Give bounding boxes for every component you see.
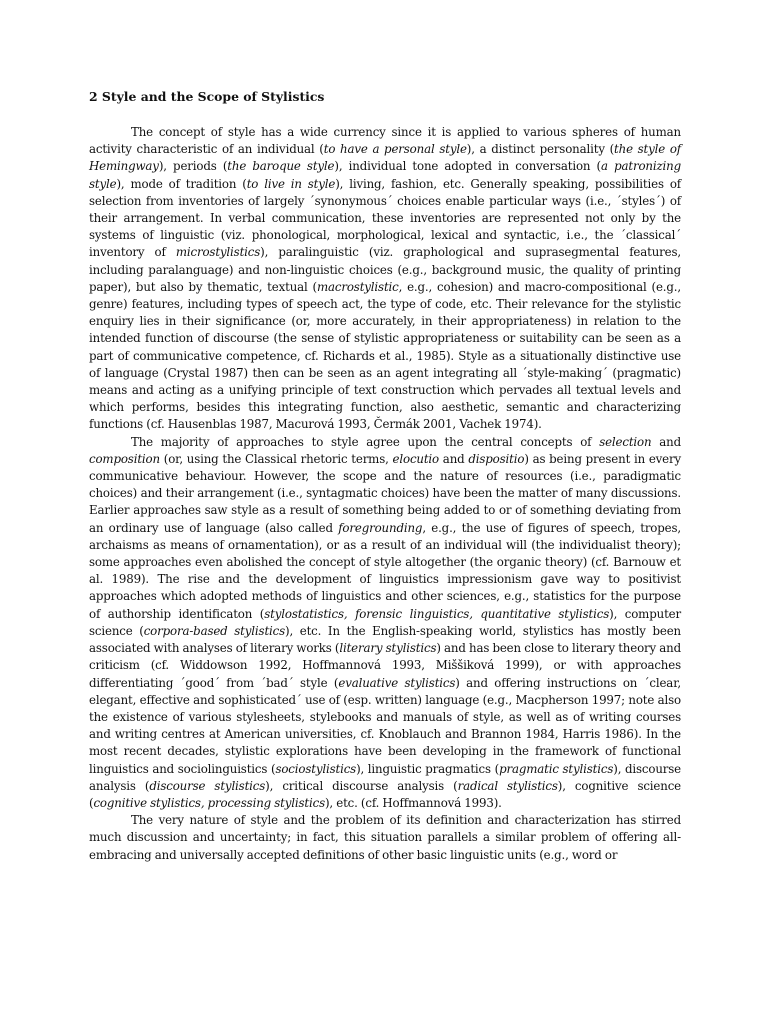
body-paragraph <box>89 124 681 434</box>
italic-term: composition <box>89 451 160 466</box>
body-text <box>89 124 681 864</box>
text-run: ), a distinct personality ( <box>466 142 615 157</box>
text-run: ), linguistic pragmatics ( <box>356 761 500 776</box>
text-run: ), computer science ( <box>89 606 681 638</box>
text-run: and <box>439 451 469 466</box>
italic-term: corpora-based stylistics <box>143 623 286 638</box>
text-run: ), cognitive science ( <box>89 778 681 810</box>
italic-term: radical stylistics <box>457 778 558 793</box>
italic-term: elocutio <box>392 451 440 466</box>
text-run: ), paralinguistic (viz. graphological and suprasegmental features, including paralanguage) and non-linguistic choices (e.g., background music, the quality of printing paper), but also by thematic, textual ( <box>89 245 682 294</box>
italic-term: cognitive stylistics, processing stylistics <box>93 795 325 810</box>
text-run: ) and offering instructions on ´clear, elegant, effective and sophisticated´ use of (esp. written) language (e.g., Macpherson 1997; note also the existence of various stylesheets, stylebooks and manuals of style, as well as of writing courses and writing centres at American universities, cf. Knoblauch and Brannon 1984, Harris 1986). In the most recent decades, stylistic explorations have been developing in the framework of functional linguistics and sociolinguistics ( <box>89 675 681 776</box>
text-run: ) and has been close to literary theory and criticism (cf. Widdowson 1992, Hoffmannová 1993, Miššiková 1999), or with approaches differentiating ´good´ from ´bad´ style ( <box>89 641 682 690</box>
italic-term: sociostylistics <box>275 761 357 776</box>
document-page <box>89 88 681 864</box>
italic-term: to live in style <box>246 176 336 191</box>
italic-term: pragmatic stylistics <box>499 761 614 776</box>
text-run: and <box>651 434 681 449</box>
text-run: The majority of approaches to style agree upon the central concepts of <box>131 434 600 449</box>
italic-term: foregrounding <box>338 520 423 535</box>
text-run: ), individual tone adopted in conversation ( <box>334 159 602 174</box>
italic-term: the baroque style <box>227 159 335 174</box>
text-run: ), discourse analysis ( <box>89 761 682 793</box>
italic-term: the style of Hemingway <box>89 142 682 174</box>
text-run: , e.g., cohesion) and macro-compositional (e.g., genre) features, including types of speech act, the type of code, etc. Their relevance for the stylistic enquiry lies in their significance (or, more accurately, in their appropriateness) in relation to the intended function of discourse (the sense of stylistic appropriateness or suitability can be seen as a part of communicative competence, cf. Richards et al., 1985). Style as a situationally distinctive use of language (Crystal 1987) then can be seen as an agent integrating all ´style-making´ (pragmatic) means and acting as a unifying principle of text construction which pervades all textual levels and which performs, besides this integrating function, also aesthetic, semantic and characterizing functions (cf. Hausenblas 1987, Macurová 1993, Čermák 2001, Vachek 1974). <box>89 279 681 432</box>
italic-term: selection <box>599 434 652 449</box>
text-run: , e.g., the use of figures of speech, tropes, archaisms as means of ornamentation), or as a result of an individual will (the individualist theory); some approaches even abolished the concept of style altogether (the organic theory) (cf. Barnouw et al. 1989). The rise and the development of linguistics impressionism gave way to positivist approaches which adopted methods of linguistics and other sciences, e.g., statistics for the purpose of authorship identificaton ( <box>89 520 681 621</box>
text-run: The very nature of style and the problem of its definition and characterization has stirred much discussion and uncertainty; in fact, this situation parallels a similar problem of offering all-embracing and universally accepted definitions of other basic linguistic units (e.g., word or <box>89 813 681 862</box>
italic-term: stylostatistics, forensic linguistics, quantitative stylistics <box>264 606 610 621</box>
italic-term: dispositio <box>468 451 525 466</box>
text-run: ), mode of tradition ( <box>116 176 247 191</box>
text-run: ) as being present in every communicative behaviour. However, the scope and the nature of resources (i.e., paradigmatic choices) and their arrangement (i.e., syntagmatic choices) have been the matter of many discussions. Earlier approaches saw style as a result of something being added to or of something deviating from an ordinary use of language (also called <box>89 451 681 535</box>
section-heading: 2 Style and the Scope of Stylistics <box>89 89 325 104</box>
italic-term: macrostylistic <box>316 279 399 294</box>
italic-term: microstylistics <box>175 245 261 260</box>
italic-term: to have a personal style <box>323 142 467 157</box>
text-run: ), living, fashion, etc. Generally speaking, possibilities of selection from inventories of largely ´synonymous´ choices enable particular ways (i.e., ´styles´) of their arrangement. In verbal communication, these inventories are represented not only by the systems of linguistic (viz. phonological, morphological, lexical and syntactic, i.e., the ´classical´ inventory of <box>89 176 681 260</box>
italic-term: a patronizing style <box>89 159 682 191</box>
text-run: The concept of style has a wide currency since it is applied to various spheres of human activity characteristic of an individual ( <box>89 125 681 157</box>
text-run: ), etc. In the English-speaking world, stylistics has mostly been associated with analyses of literary works ( <box>89 623 681 656</box>
body-paragraph <box>89 812 681 864</box>
italic-term: discourse stylistics <box>149 778 266 793</box>
text-run: ), critical discourse analysis ( <box>265 778 458 793</box>
italic-term: evaluative stylistics <box>338 675 456 690</box>
body-paragraph <box>89 434 681 812</box>
text-run: ), etc. (cf. Hoffmannová 1993). <box>324 795 502 810</box>
text-run: (or, using the Classical rhetoric terms, <box>159 451 393 466</box>
italic-term: literary stylistics <box>339 641 437 656</box>
text-run: ), periods ( <box>158 159 228 174</box>
